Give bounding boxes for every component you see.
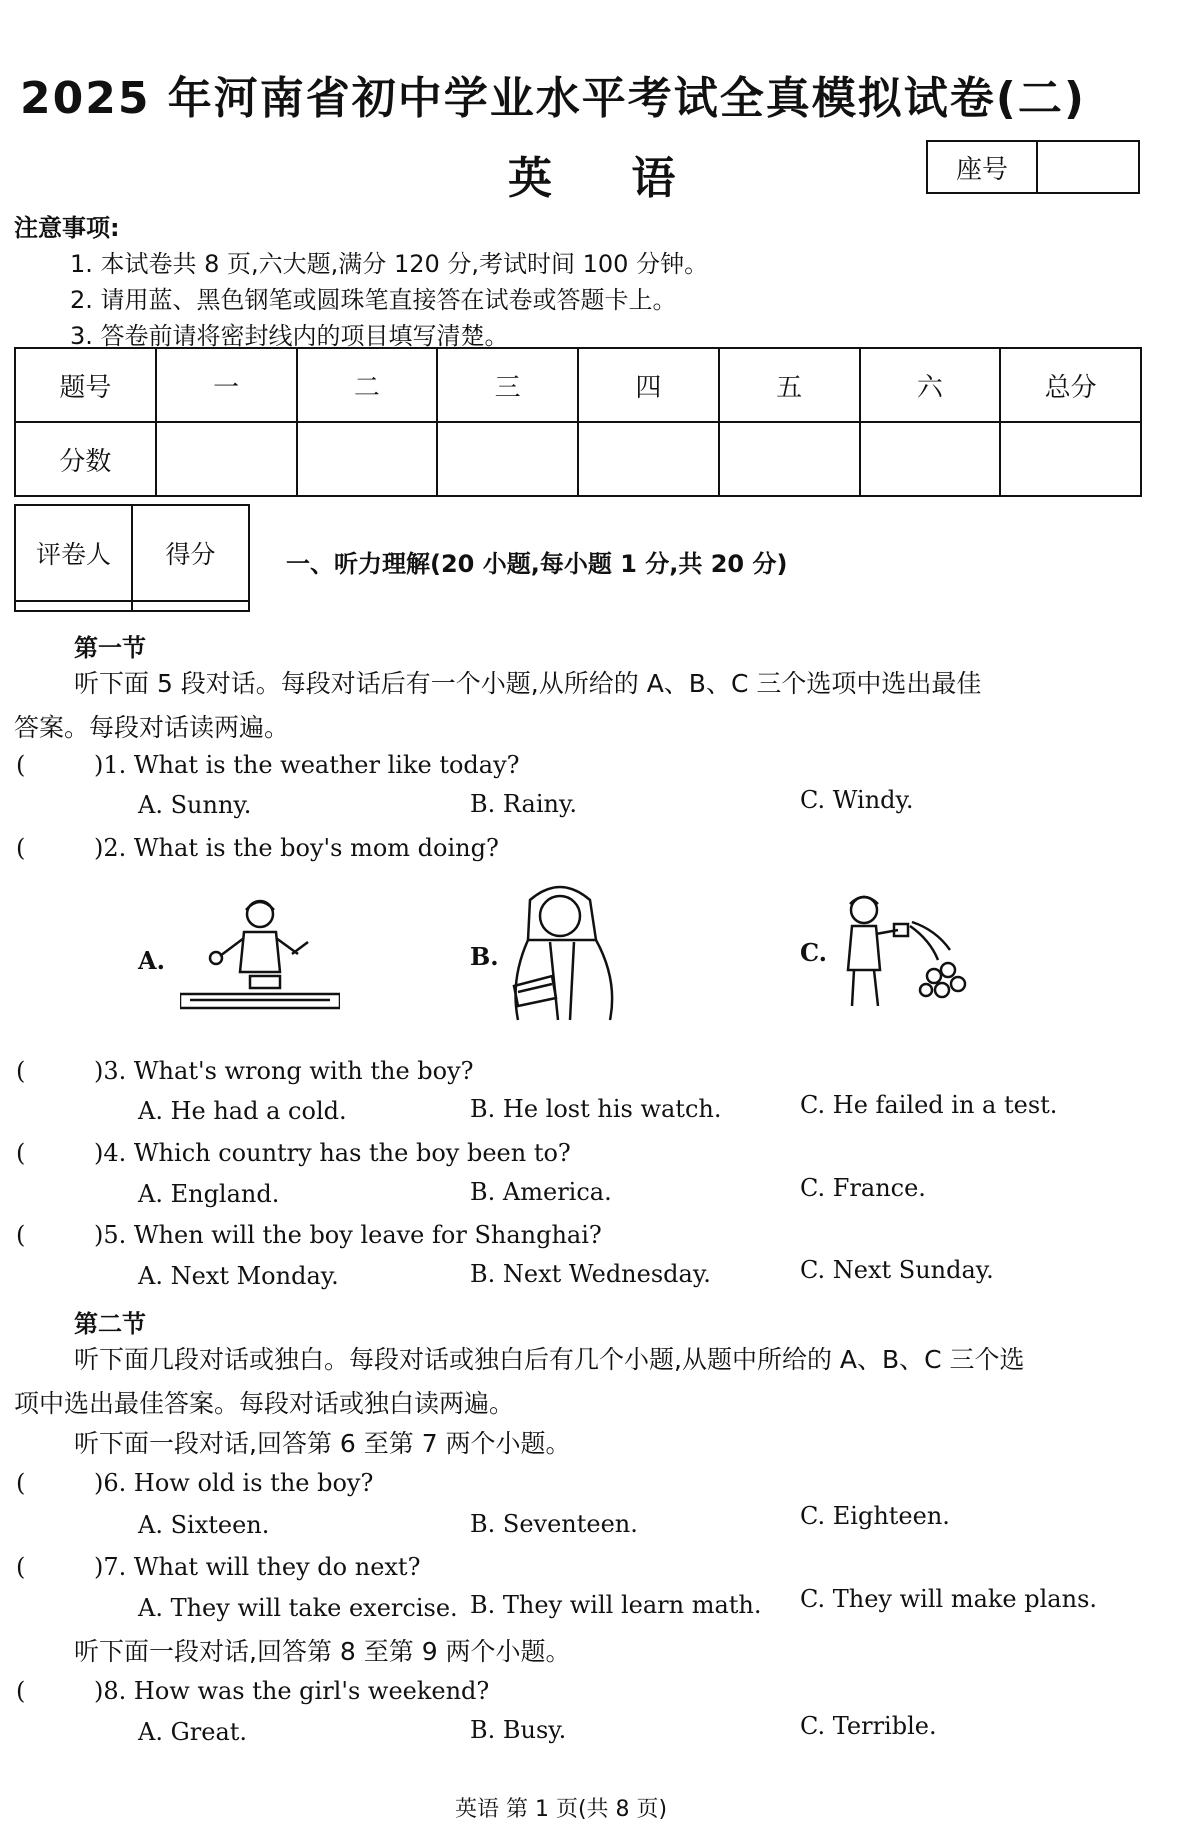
score-table-header-row: [15, 348, 1141, 422]
score-table-cell: 三: [437, 348, 578, 422]
option-b: B.: [470, 942, 499, 971]
option-c: C.: [800, 938, 828, 967]
seat-number-label: 座号: [928, 142, 1038, 192]
option-a: A. Sunny.: [138, 791, 252, 819]
option-b: B. Busy.: [470, 1716, 567, 1744]
option-b: B. America.: [470, 1178, 612, 1206]
answer-paren[interactable]: (: [16, 751, 26, 779]
option-b: B. Next Wednesday.: [470, 1260, 711, 1288]
score-table-row-label: 分数: [15, 422, 156, 496]
answer-paren[interactable]: (: [16, 1469, 26, 1497]
answer-paren[interactable]: (: [16, 834, 26, 862]
score-table-score-row: [15, 422, 1141, 496]
question-7: )7. What will they do next?: [94, 1553, 421, 1581]
score-cell-input[interactable]: [437, 422, 578, 496]
answer-paren[interactable]: (: [16, 1057, 26, 1085]
grader-table: [14, 504, 250, 612]
option-c: C. Windy.: [800, 786, 914, 814]
score-input[interactable]: [132, 601, 249, 611]
score-cell-input[interactable]: [860, 422, 1001, 496]
question-3: )3. What's wrong with the boy?: [94, 1057, 474, 1085]
grader-label: 评卷人: [15, 505, 132, 601]
score-cell-input[interactable]: [719, 422, 860, 496]
option-c: C. Next Sunday.: [800, 1256, 994, 1284]
score-cell-input[interactable]: [1000, 422, 1141, 496]
score-table-cell: 四: [578, 348, 719, 422]
section-one-instructions: 答案。每段对话读两遍。: [14, 713, 290, 742]
question-8: )8. How was the girl's weekend?: [94, 1677, 490, 1705]
question-2: )2. What is the boy's mom doing?: [94, 834, 499, 862]
score-table-cell: 题号: [15, 348, 156, 422]
answer-paren[interactable]: (: [16, 1677, 26, 1705]
grader-input[interactable]: [15, 601, 132, 611]
score-cell-input[interactable]: [297, 422, 438, 496]
question-1: )1. What is the weather like today?: [94, 751, 520, 779]
option-b: B. Rainy.: [470, 790, 577, 818]
question-5: )5. When will the boy leave for Shanghai?: [94, 1221, 602, 1249]
exam-title: 2025 年河南省初中学业水平考试全真模拟试卷(二): [20, 73, 1086, 124]
cooking-picture: [180, 896, 340, 1016]
option-a: A. Sixteen.: [138, 1511, 270, 1539]
option-c: C. Terrible.: [800, 1712, 937, 1740]
score-cell-input[interactable]: [156, 422, 297, 496]
score-table-cell: 六: [860, 348, 1001, 422]
score-table-cell: 一: [156, 348, 297, 422]
option-c: C. Eighteen.: [800, 1502, 950, 1530]
option-a: A. England.: [138, 1180, 280, 1208]
score-label: 得分: [132, 505, 249, 601]
option-c: C. They will make plans.: [800, 1585, 1098, 1613]
notice-item: 2. 请用蓝、黑色钢笔或圆珠笔直接答在试卷或答题卡上。: [70, 286, 677, 314]
section-one-heading: 第一节: [74, 634, 146, 662]
score-table: [14, 347, 1142, 497]
option-a: A.: [138, 946, 165, 975]
score-table-cell: 五: [719, 348, 860, 422]
option-b: B. They will learn math.: [470, 1591, 762, 1619]
score-table-cell: 总分: [1000, 348, 1141, 422]
score-cell-input[interactable]: [578, 422, 719, 496]
section-two-instructions: 项中选出最佳答案。每段对话或独白读两遍。: [14, 1389, 515, 1418]
notice-heading: 注意事项:: [14, 214, 120, 242]
option-c: C. He failed in a test.: [800, 1091, 1058, 1119]
section-two-heading: 第二节: [74, 1310, 146, 1338]
option-a: A. Next Monday.: [138, 1262, 339, 1290]
answer-paren[interactable]: (: [16, 1139, 26, 1167]
option-a: A. They will take exercise.: [138, 1594, 458, 1622]
seat-number-field[interactable]: [1038, 142, 1138, 192]
answer-paren[interactable]: (: [16, 1221, 26, 1249]
question-4: )4. Which country has the boy been to?: [94, 1139, 571, 1167]
section-two-instructions: 听下面几段对话或独白。每段对话或独白后有几个小题,从题中所给的 A、B、C 三个选: [74, 1345, 1025, 1374]
option-c: C. France.: [800, 1174, 926, 1202]
lead-in-6-7: 听下面一段对话,回答第 6 至第 7 两个小题。: [74, 1429, 571, 1458]
page-footer: 英语 第 1 页(共 8 页): [455, 1797, 668, 1822]
score-table-cell: 二: [297, 348, 438, 422]
answer-paren[interactable]: (: [16, 1553, 26, 1581]
option-b: B. He lost his watch.: [470, 1095, 722, 1123]
option-a: A. Great.: [138, 1718, 248, 1746]
option-b: B. Seventeen.: [470, 1510, 638, 1538]
lead-in-8-9: 听下面一段对话,回答第 8 至第 9 两个小题。: [74, 1637, 571, 1666]
notice-item: 1. 本试卷共 8 页,六大题,满分 120 分,考试时间 100 分钟。: [70, 250, 709, 278]
option-a: A. He had a cold.: [138, 1097, 347, 1125]
reading-picture: [500, 880, 630, 1028]
seat-number-box: [926, 140, 1140, 194]
part-one-title: 一、听力理解(20 小题,每小题 1 分,共 20 分): [286, 550, 788, 578]
section-one-instructions: 听下面 5 段对话。每段对话后有一个小题,从所给的 A、B、C 三个选项中选出最佳: [74, 669, 982, 698]
question-6: )6. How old is the boy?: [94, 1469, 374, 1497]
subject-title: 英 语: [508, 153, 708, 204]
notice-item: 3. 答卷前请将密封线内的项目填写清楚。: [70, 322, 509, 350]
watering-flowers-picture: [834, 890, 974, 1008]
